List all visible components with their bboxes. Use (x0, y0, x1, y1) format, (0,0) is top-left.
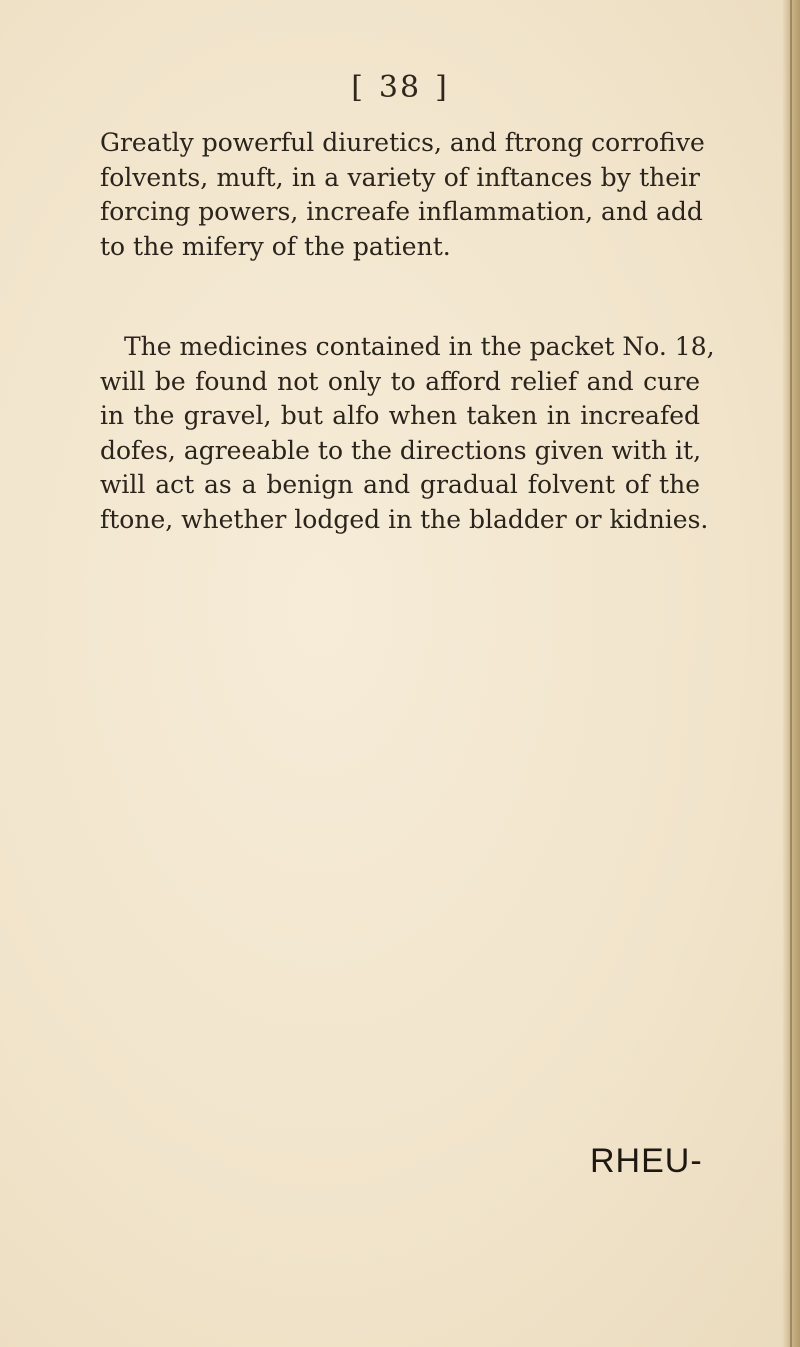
text-line: in the gravel, but alfo when taken in increafed (100, 401, 700, 431)
text-line: will act as a benign and gradual folvent of the (100, 470, 700, 500)
text-line: dofes, agreeable to the directions given with it, (100, 435, 702, 465)
text-line: The medicines contained in the packet No. 18, (124, 332, 715, 361)
page-edge-line (790, 0, 792, 1347)
page-number: 38 (378, 70, 422, 105)
text-line: folvents, muft, in a variety of inftances by their (100, 162, 700, 192)
paragraph-diuretics (100, 126, 705, 264)
running-head (0, 70, 800, 105)
text-line: forcing powers, increafe inflammation, and add (100, 197, 703, 227)
text-line: will be found not only to afford relief and cure (100, 366, 700, 396)
catchword: RHEU- (590, 1142, 703, 1180)
text-line: Greatly powerful diuretics, and ftrong corrofive (100, 128, 705, 157)
text-line: to the mifery of the patient. (100, 231, 451, 261)
open-bracket: [ (351, 70, 365, 105)
close-bracket: ] (435, 70, 449, 105)
text-line: ftone, whether lodged in the bladder or kidnies. (100, 504, 709, 534)
paragraph-medicines (100, 330, 715, 538)
